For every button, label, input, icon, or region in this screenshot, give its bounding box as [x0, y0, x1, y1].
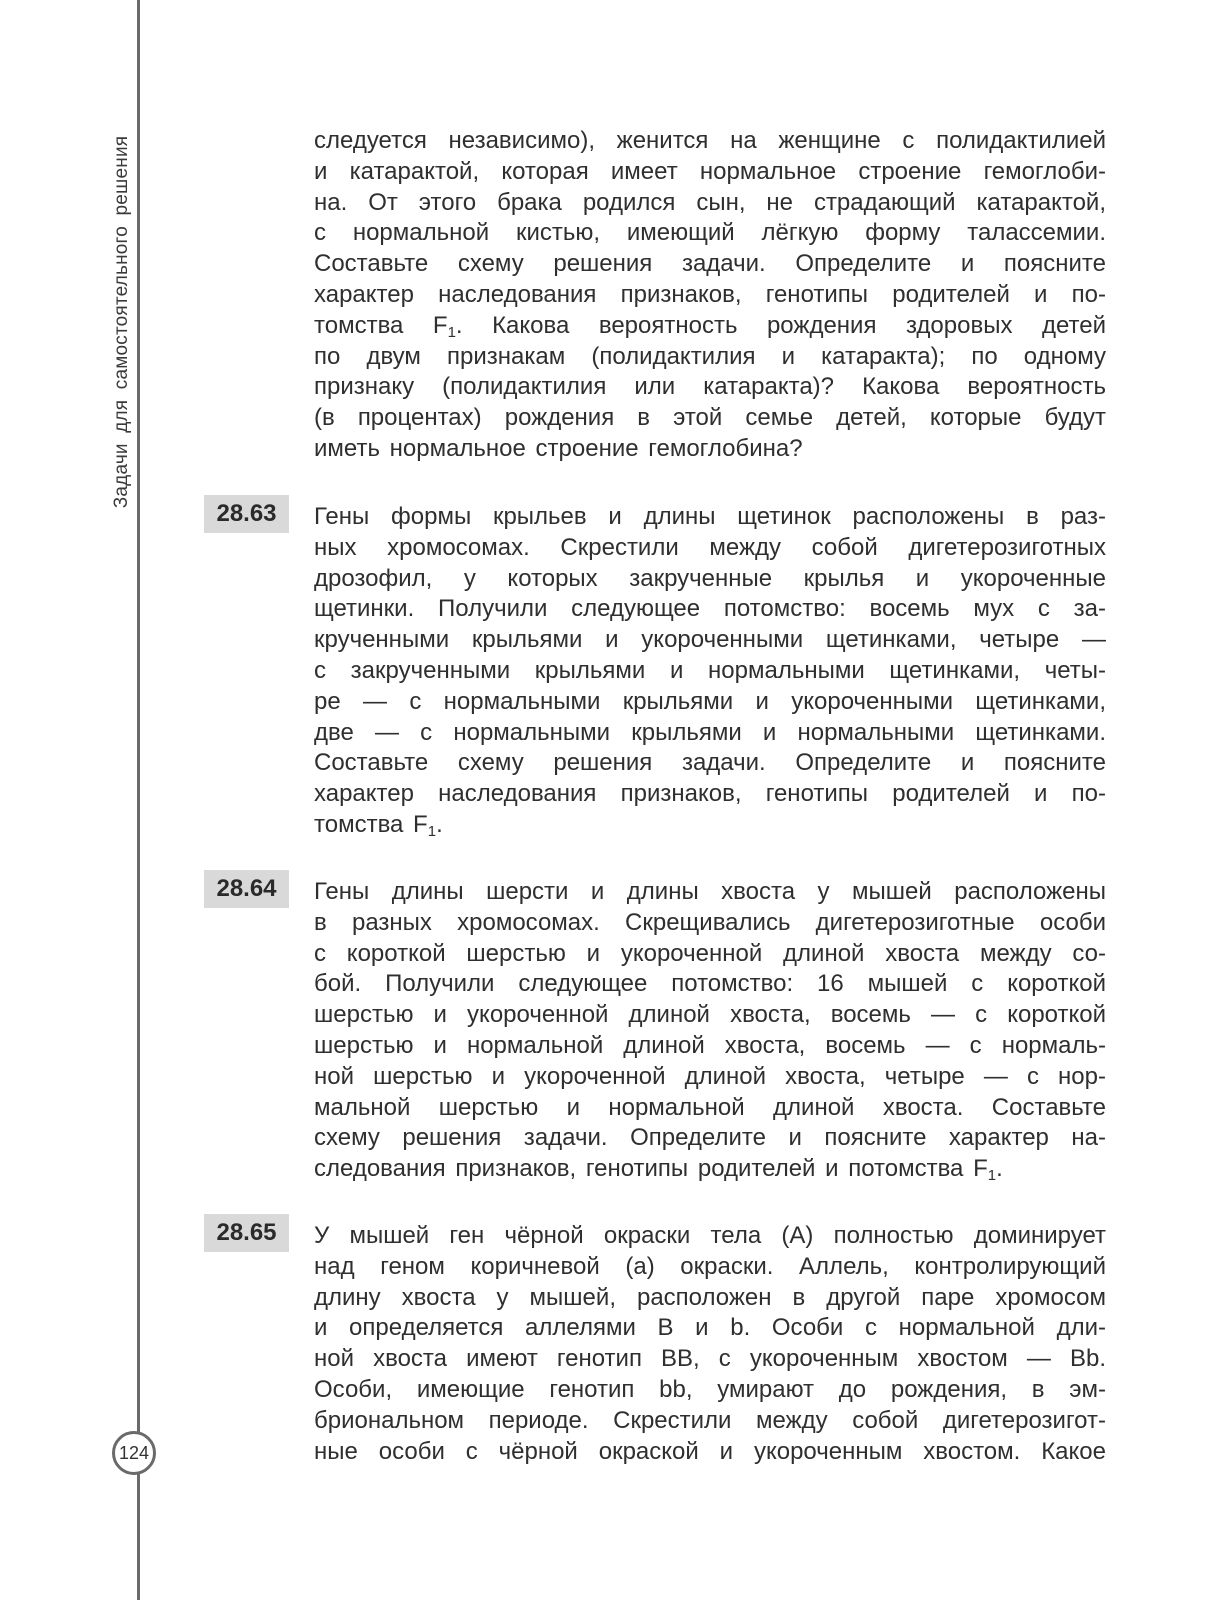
continuation-text	[314, 126, 1106, 465]
subscript: 1	[987, 1167, 997, 1185]
text-line: бой. Получили следующее потомство: 16 мышей с короткой	[314, 970, 1106, 998]
text-line: дрозофил, у которых закрученные крылья и укороченные	[314, 564, 1106, 592]
margin-rule	[137, 0, 140, 1600]
text-line: шерстью и нормальной длиной хвоста, восемь — с нормаль-	[314, 1031, 1106, 1059]
text-line: У мышей ген чёрной окраски тела (А) полностью доминирует	[314, 1222, 1106, 1249]
text-line: мальной шерстью и нормальной длиной хвоста. Составьте	[314, 1093, 1106, 1121]
text-line: ной хвоста имеют генотип ВВ, с укороченным хвостом — Bb.	[314, 1345, 1106, 1373]
text-fragment: . Какова вероятность рождения здоровых детей	[455, 311, 1107, 339]
text-fragment: томства F	[314, 810, 428, 838]
subscript: 1	[427, 822, 437, 840]
text-line: (в процентах) рождения в этой семье детей, которые будут	[314, 404, 1106, 432]
problem-text	[314, 877, 1106, 1185]
subscript: 1	[447, 323, 456, 341]
text-line: с нормальной кистью, имеющий лёгкую форму талассемии.	[314, 219, 1106, 247]
text-line: по двум признакам (полидактилия и катаракта); по одному	[314, 342, 1106, 370]
problem-number-badge: 28.64	[204, 870, 289, 908]
problem-text	[314, 502, 1106, 841]
text-line: с закрученными крыльями и нормальными щетинками, четы-	[314, 656, 1106, 684]
text-line: длину хвоста у мышей, расположен в другой паре хромосом	[314, 1283, 1106, 1311]
text-line: щетинки. Получили следующее потомство: восемь мух с за-	[314, 595, 1106, 623]
text-fragment: .	[436, 810, 443, 838]
problem-number-badge: 28.63	[204, 495, 289, 533]
text-line: Гены формы крыльев и длины щетинок расположены в раз-	[314, 503, 1106, 530]
text-line: ной шерстью и укороченной длиной хвоста, четыре — с нор-	[314, 1062, 1106, 1090]
text-line: характер наследования признаков, генотипы родителей и по-	[314, 280, 1106, 308]
text-line: Составьте схему решения задачи. Определите и поясните	[314, 250, 1106, 278]
text-line: признаку (полидактилия или катаракта)? Какова вероятность	[314, 373, 1106, 401]
text-line: Составьте схему решения задачи. Определите и поясните	[314, 749, 1106, 777]
text-line: ных хромосомах. Скрестили между собой дигетерозиготных	[314, 533, 1106, 561]
text-line: с короткой шерстью и укороченной длиной хвоста между со-	[314, 939, 1106, 967]
text-line: ре — с нормальными крыльями и укороченными щетинками,	[314, 687, 1106, 715]
text-line: схему решения задачи. Определите и поясните характер на-	[314, 1124, 1106, 1152]
text-line: бриональном периоде. Скрестили между собой дигетерозигот-	[314, 1406, 1106, 1434]
text-line: характер наследования признаков, генотипы родителей и по-	[314, 780, 1106, 808]
text-line: две — с нормальными крыльями и нормальными щетинками.	[314, 718, 1106, 746]
text-line: Особи, имеющие генотип bb, умирают до рождения, в эм-	[314, 1375, 1106, 1403]
running-header-title: Задачи для самостоятельного решения	[111, 135, 132, 509]
text-line: в разных хромосомах. Скрещивались дигетерозиготные особи	[314, 908, 1106, 936]
text-fragment: .	[996, 1155, 1003, 1183]
problem-text	[314, 1221, 1106, 1467]
text-fragment: следования признаков, генотипы родителей и потомства F	[314, 1155, 988, 1183]
text-line: шерстью и укороченной длиной хвоста, восемь — с короткой	[314, 1001, 1106, 1029]
text-line: ные особи с чёрной окраской и укороченным хвостом. Какое	[314, 1437, 1106, 1465]
text-line: и определяется аллелями В и b. Особи с нормальной дли-	[314, 1314, 1106, 1342]
problem-number-badge: 28.65	[204, 1214, 289, 1252]
text-line	[314, 1154, 1106, 1185]
text-line: и катарактой, которая имеет нормальное строение гемоглоби-	[314, 157, 1106, 185]
text-line	[314, 810, 1106, 841]
text-line: иметь нормальное строение гемоглобина?	[314, 434, 803, 462]
text-fragment: томства F	[314, 311, 448, 339]
text-line: следуется независимо), женится на женщине с полидактилией	[314, 127, 1106, 154]
text-line: над геном коричневой (а) окраски. Аллель, контролирующий	[314, 1252, 1106, 1280]
text-line	[314, 311, 1106, 342]
text-line: Гены длины шерсти и длины хвоста у мышей расположены	[314, 878, 1106, 905]
text-line: крученными крыльями и укороченными щетинками, четыре —	[314, 626, 1106, 654]
page-number: 124	[112, 1431, 156, 1475]
text-line: на. От этого брака родился сын, не страдающий катарактой,	[314, 188, 1106, 216]
